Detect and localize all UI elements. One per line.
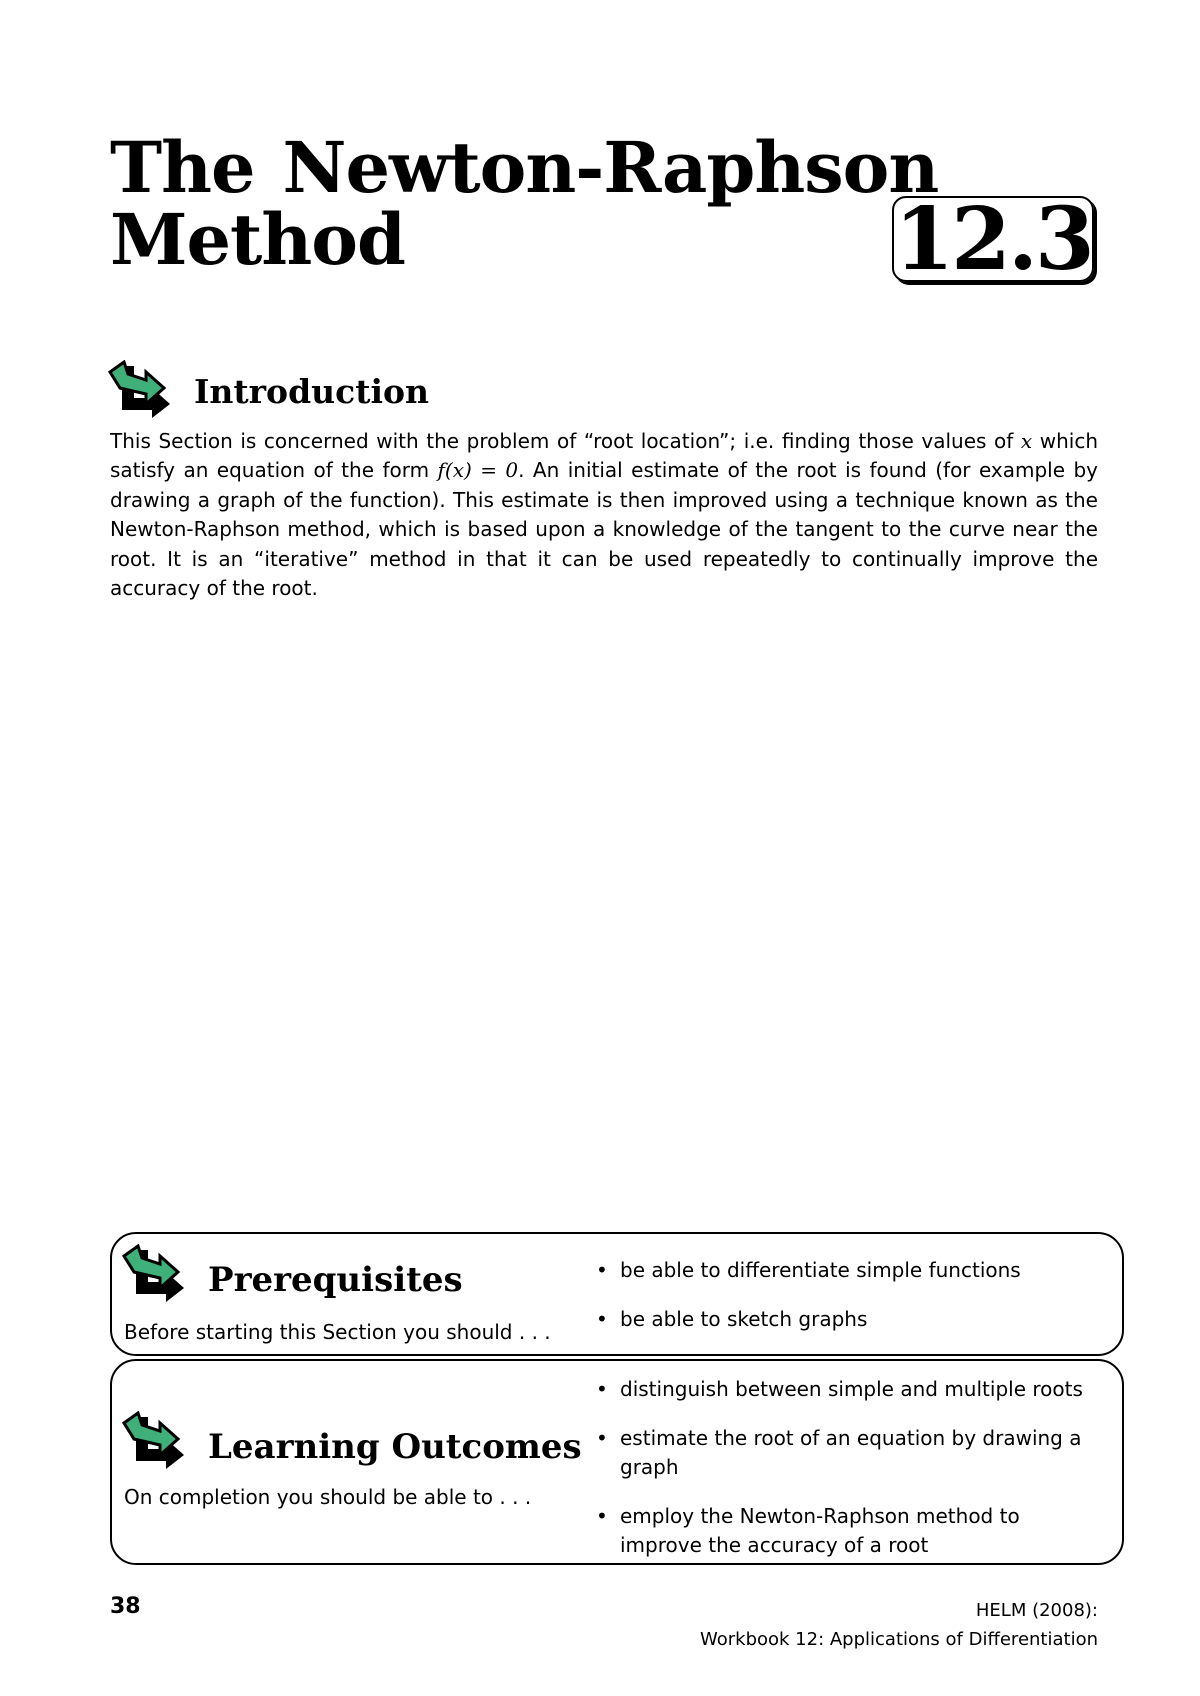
- learning-outcomes-panel: [110, 1359, 1124, 1565]
- footer: [700, 1596, 1098, 1654]
- list-item: • be able to differentiate simple functions: [596, 1256, 1092, 1285]
- section-number-badge: 12.3: [892, 196, 1094, 282]
- equation-fx-zero: f(x) = 0: [437, 458, 519, 483]
- title-word-the: The: [110, 126, 255, 209]
- learning-outcomes-heading: Learning Outcomes: [208, 1427, 582, 1467]
- introduction-text: This Section is concerned with the problem of “root location”; i.e. finding those values of x which satisfy an equation of the form f(x) = 0. An initial estimate of the root is found (for example by drawing a graph of the function). This estimate is then improved using a technique known as the Newton-Raphson method, which is based upon a knowledge of the tangent to the curve near the root. It is an “iterative” method in that it can be used repeatedly to continually improve the accuracy of the root.: [110, 429, 1098, 601]
- prerequisites-panel: [110, 1232, 1124, 1356]
- prerequisites-list: [596, 1256, 1092, 1354]
- title-word-newton-raphson: Newton-Raphson: [282, 126, 939, 209]
- learning-outcomes-list: [596, 1375, 1092, 1580]
- page-title: [110, 126, 939, 281]
- introduction-heading: Introduction: [194, 372, 430, 411]
- footer-line-2: Workbook 12: Applications of Differentiation: [699, 1629, 1098, 1650]
- math-x: x: [1020, 429, 1033, 453]
- title-line-2: Method: [110, 198, 405, 281]
- page-number: 38: [110, 1594, 141, 1619]
- list-item: • employ the Newton-Raphson method to improve the accuracy of a root: [596, 1502, 1092, 1560]
- learning-outcomes-arrow-icon: [122, 1411, 188, 1471]
- title-line-1: [110, 126, 939, 209]
- prerequisites-arrow-icon: [122, 1244, 188, 1304]
- learning-outcomes-subtitle: On completion you should be able to . . .: [124, 1485, 532, 1509]
- prerequisites-heading: Prerequisites: [208, 1260, 463, 1300]
- prerequisites-subtitle: Before starting this Section you should . . .: [124, 1320, 551, 1344]
- list-item: • be able to sketch graphs: [596, 1305, 1092, 1334]
- list-item: • distinguish between simple and multiple roots: [596, 1375, 1092, 1404]
- footer-line-1: HELM (2008):: [975, 1600, 1098, 1621]
- introduction-arrow-icon: [108, 360, 174, 420]
- list-item: • estimate the root of an equation by drawing a graph: [596, 1424, 1092, 1482]
